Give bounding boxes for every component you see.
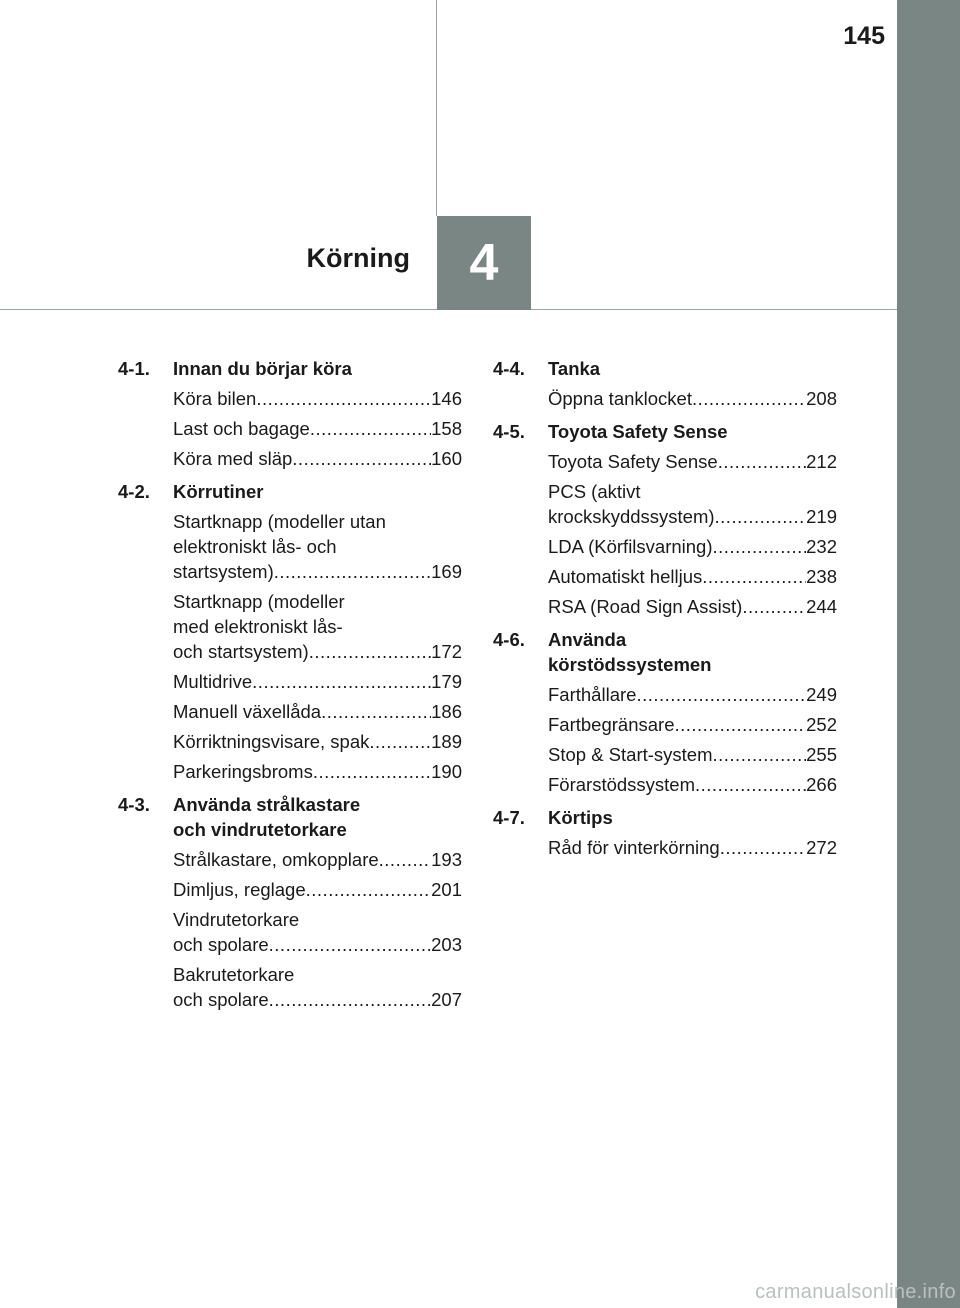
section-title-line: Använda [548, 629, 627, 650]
toc-entry-label: och startsystem) [173, 641, 309, 662]
toc-entry[interactable] [118, 907, 462, 957]
toc-entry-line: Startknapp (modeller utan [173, 511, 386, 532]
toc-entry-page: 189 [431, 731, 462, 752]
toc-entry-page: 212 [806, 451, 837, 472]
toc-entry-label: Last och bagage [173, 418, 310, 439]
dot-leader [674, 712, 806, 737]
toc-entry[interactable] [118, 729, 462, 754]
toc-entry-label: Manuell växellåda [173, 701, 322, 722]
toc-entry-text [548, 742, 837, 767]
section-heading [118, 792, 462, 842]
section-heading [493, 356, 837, 381]
toc-entry-label: Stop & Start-system [548, 744, 713, 765]
toc-entry-text [548, 835, 837, 860]
toc-entry-text [173, 589, 462, 664]
section-heading [118, 479, 462, 504]
section-title-line: Toyota Safety Sense [548, 421, 728, 442]
toc-entry-page: 207 [431, 989, 462, 1010]
toc-entry-label: Körriktningsvisare, spak [173, 731, 370, 752]
toc-entry-label: Automatiskt helljus [548, 566, 703, 587]
toc-entry-last-line [548, 772, 837, 797]
toc-entry-text [173, 386, 462, 411]
dot-leader [269, 932, 431, 957]
toc-entry[interactable] [493, 564, 837, 589]
dot-leader [695, 772, 806, 797]
toc-entry-label: Parkeringsbroms [173, 761, 313, 782]
toc-entry-text [173, 509, 462, 584]
toc-entry-last-line [173, 932, 462, 957]
toc-entry-label: Farthållare [548, 684, 637, 705]
section-number: 4-5. [493, 421, 525, 442]
toc-entry-text [173, 962, 462, 1012]
toc-entry-page: 203 [431, 934, 462, 955]
toc-entry-page: 193 [431, 849, 462, 870]
toc-entry-page: 158 [431, 418, 462, 439]
toc-entry[interactable] [118, 446, 462, 471]
toc-entry-last-line [548, 386, 837, 411]
section-title [173, 479, 462, 504]
toc-entry-line: elektroniskt lås- och [173, 536, 337, 557]
section-title [548, 805, 837, 830]
toc-entry-label: Öppna tanklocket [548, 388, 692, 409]
toc-entry-page: 179 [431, 671, 462, 692]
toc-entry[interactable] [118, 416, 462, 441]
dot-leader [313, 759, 431, 784]
toc-entry-text [173, 729, 462, 754]
dot-leader [309, 639, 431, 664]
section-number: 4-7. [493, 807, 525, 828]
dot-leader [252, 669, 431, 694]
toc-entry-last-line [173, 386, 462, 411]
section-heading [493, 805, 837, 830]
toc-entry-line: Vindrutetorkare [173, 909, 300, 930]
dot-leader [742, 594, 806, 619]
toc-entry-text [548, 564, 837, 589]
chapter-title: Körning [306, 243, 410, 273]
toc-entry-line: Bakrutetorkare [173, 964, 295, 985]
section-title [173, 356, 462, 381]
watermark: carmanualsonline.info [755, 1281, 956, 1303]
dot-leader [702, 564, 806, 589]
toc-entry[interactable] [493, 772, 837, 797]
toc-entry[interactable] [118, 669, 462, 694]
toc-entry-label: LDA (Körfilsvarning) [548, 536, 713, 557]
toc-entry-page: 208 [806, 388, 837, 409]
toc-entry-text [548, 594, 837, 619]
toc-entry-text [173, 699, 462, 724]
toc-entry-page: 249 [806, 684, 837, 705]
toc-entry-last-line [173, 639, 462, 664]
toc-entry-page: 244 [806, 596, 837, 617]
dot-leader [692, 386, 806, 411]
toc-entry-text [548, 479, 837, 529]
toc-entry-label: Råd för vinterkörning [548, 837, 720, 858]
dot-leader [256, 386, 431, 411]
toc-entry-last-line [173, 416, 462, 441]
toc-entry-last-line [173, 446, 462, 471]
toc-entry-last-line [173, 699, 462, 724]
section-title [548, 419, 837, 444]
dot-leader [713, 742, 807, 767]
toc-entry-page: 272 [806, 837, 837, 858]
toc-entry-page: 160 [431, 448, 462, 469]
toc-entry-last-line [548, 534, 837, 559]
toc-entry-last-line [548, 682, 837, 707]
toc-entry-label: Multidrive [173, 671, 253, 692]
dot-leader [636, 682, 806, 707]
toc-entry[interactable] [493, 682, 837, 707]
dot-leader [292, 446, 431, 471]
section-title-line: Körrutiner [173, 481, 264, 502]
dot-leader [379, 847, 431, 872]
toc-entry-label: Köra med släp [173, 448, 293, 469]
toc-entry[interactable] [493, 449, 837, 474]
toc-section [118, 479, 462, 784]
section-title-line: körstödssystemen [548, 654, 712, 675]
toc-entry-text [548, 534, 837, 559]
toc-entry-last-line [173, 669, 462, 694]
toc-entry[interactable] [493, 712, 837, 737]
dot-leader [713, 534, 807, 559]
page-number: 145 [843, 22, 885, 50]
toc-entry-page: 186 [431, 701, 462, 722]
dot-leader [369, 729, 431, 754]
dot-leader [274, 559, 431, 584]
toc-entry-last-line [173, 847, 462, 872]
dot-leader [718, 449, 806, 474]
toc-entry-page: 252 [806, 714, 837, 735]
section-title [548, 627, 837, 677]
toc-entry[interactable] [118, 699, 462, 724]
toc-section [493, 356, 837, 411]
toc-entry-text [548, 449, 837, 474]
toc-entry[interactable] [493, 594, 837, 619]
section-title-line: Använda strålkastare [173, 794, 361, 815]
toc-entry-last-line [548, 594, 837, 619]
toc-entry-last-line [548, 449, 837, 474]
toc-column-left [118, 356, 462, 1017]
toc-entry[interactable] [493, 835, 837, 860]
section-title-line: Innan du börjar köra [173, 358, 352, 379]
toc-entry-text [548, 712, 837, 737]
toc-entry-last-line [173, 759, 462, 784]
toc-entry-last-line [548, 742, 837, 767]
toc-entry-page: 172 [431, 641, 462, 662]
toc-entry-last-line [173, 559, 462, 584]
section-title [548, 356, 837, 381]
toc-entry[interactable] [118, 509, 462, 584]
toc-entry-label: och spolare [173, 989, 269, 1010]
toc-entry-label: Dimljus, reglage [173, 879, 306, 900]
section-number: 4-6. [493, 629, 525, 650]
toc-entry[interactable] [493, 742, 837, 767]
chapter-number-box: 4 [437, 216, 531, 310]
toc-entry-page: 190 [431, 761, 462, 782]
section-title [173, 792, 462, 842]
toc-section [493, 419, 837, 619]
section-heading [493, 627, 837, 677]
section-heading [493, 419, 837, 444]
toc-entry-page: 255 [806, 744, 837, 765]
toc-entry-label: Fartbegränsare [548, 714, 675, 735]
section-title-line: Körtips [548, 807, 613, 828]
toc-entry[interactable] [118, 759, 462, 784]
toc-entry[interactable] [118, 386, 462, 411]
toc-entry-last-line [548, 712, 837, 737]
dot-leader [306, 877, 431, 902]
section-heading [118, 356, 462, 381]
toc-entry-label: Köra bilen [173, 388, 257, 409]
toc-entry-line: med elektroniskt lås- [173, 616, 343, 637]
toc-entry-last-line [173, 877, 462, 902]
toc-entry-text [548, 386, 837, 411]
toc-entry-text [173, 759, 462, 784]
toc-entry-text [548, 682, 837, 707]
toc-entry-last-line [548, 564, 837, 589]
toc-entry-label: Förarstödssystem [548, 774, 696, 795]
toc-section [118, 792, 462, 1012]
toc-entry-page: 201 [431, 879, 462, 900]
side-tab [897, 0, 960, 1308]
toc-entry-label: krockskyddssystem) [548, 506, 715, 527]
toc-entry-page: 238 [806, 566, 837, 587]
toc-entry[interactable] [493, 386, 837, 411]
toc-entry-last-line [173, 987, 462, 1012]
section-title-line: och vindrutetorkare [173, 819, 347, 840]
dot-leader [715, 504, 807, 529]
toc-entry[interactable] [118, 962, 462, 1012]
toc-entry-text [548, 772, 837, 797]
toc-entry-label: Toyota Safety Sense [548, 451, 718, 472]
dot-leader [720, 835, 806, 860]
toc-entry-page: 146 [431, 388, 462, 409]
toc-entry-label: RSA (Road Sign Assist) [548, 596, 743, 617]
toc-section [493, 805, 837, 860]
toc-entry-text [173, 669, 462, 694]
toc-entry[interactable] [118, 877, 462, 902]
toc-entry-page: 232 [806, 536, 837, 557]
vertical-rule [436, 0, 437, 216]
dot-leader [321, 699, 431, 724]
toc-section [118, 356, 462, 471]
toc-entry-text [173, 847, 462, 872]
section-number: 4-2. [118, 481, 150, 502]
toc-entry-text [173, 907, 462, 957]
toc-entry-page: 266 [806, 774, 837, 795]
toc-entry[interactable] [118, 847, 462, 872]
toc-entry-text [173, 877, 462, 902]
toc-entry-last-line [548, 504, 837, 529]
toc-entry-line: Startknapp (modeller [173, 591, 345, 612]
toc-entry-page: 169 [431, 561, 462, 582]
section-title-line: Tanka [548, 358, 601, 379]
toc-entry-label: och spolare [173, 934, 269, 955]
toc-entry-page: 219 [806, 506, 837, 527]
toc-entry-label: startsystem) [173, 561, 274, 582]
toc-section [493, 627, 837, 797]
section-number: 4-3. [118, 794, 150, 815]
dot-leader [269, 987, 431, 1012]
section-number: 4-1. [118, 358, 150, 379]
toc-entry[interactable] [118, 589, 462, 664]
toc-entry-text [173, 446, 462, 471]
toc-entry-last-line [173, 729, 462, 754]
toc-entry-text [173, 416, 462, 441]
toc-column-right [493, 356, 837, 865]
toc-entry-label: Strålkastare, omkopplare [173, 849, 379, 870]
toc-entry[interactable] [493, 534, 837, 559]
toc-entry-line: PCS (aktivt [548, 481, 641, 502]
toc-entry-last-line [548, 835, 837, 860]
section-number: 4-4. [493, 358, 525, 379]
toc-entry[interactable] [493, 479, 837, 529]
dot-leader [310, 416, 431, 441]
